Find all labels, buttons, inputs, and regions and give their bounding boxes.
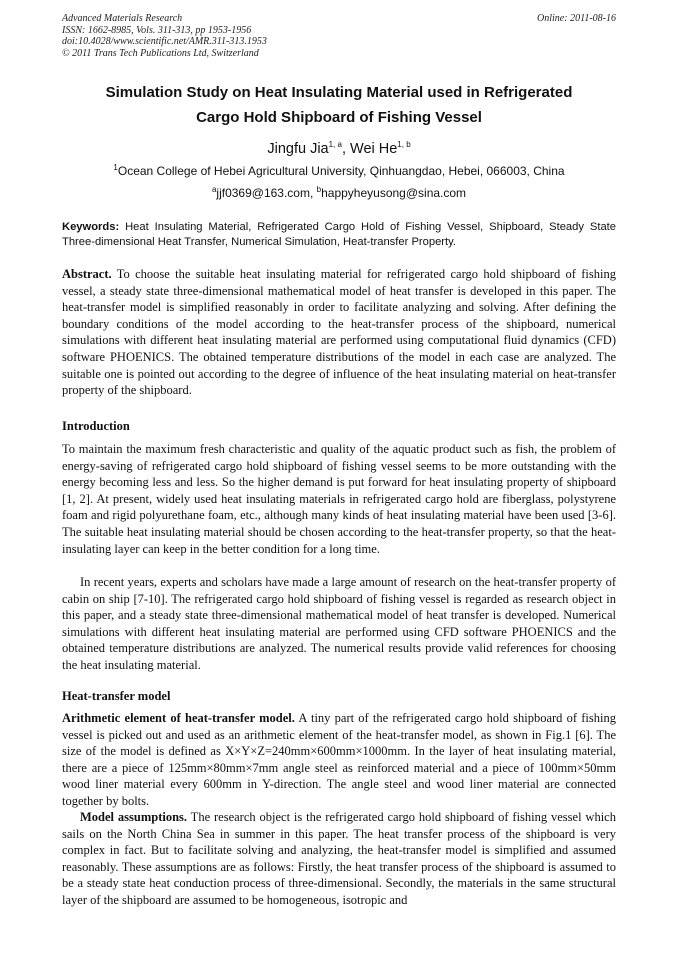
author-name: Jingfu Jia — [267, 141, 329, 157]
affiliation — [62, 163, 616, 179]
title-line-2: Cargo Hold Shipboard of Fishing Vessel — [196, 109, 482, 126]
journal-issn: ISSN: 1662-8985, Vols. 311-313, pp 1953-1956 — [62, 24, 252, 36]
author-emails — [62, 185, 616, 201]
online-date: Online: 2011-08-16 — [537, 13, 616, 24]
keywords-text: Heat Insulating Material, Refrigerated Cargo Hold of Fishing Vessel, Shipboard, Steady State Three-dimensional Heat Transfer, Numerical Simulation, Heat-transfer Property. — [62, 221, 616, 248]
email-marker: b — [316, 185, 322, 194]
email-address[interactable]: jjf0369@163.com — [216, 186, 310, 200]
section-heading-heat-transfer-model: Heat-transfer model — [62, 689, 171, 703]
journal-doi: doi:10.4028/www.scientific.net/AMR.311-313.1953 — [62, 36, 267, 47]
heat-transfer-paragraph-1 — [62, 710, 616, 810]
title-line-1: Simulation Study on Heat Insulating Material used in Refrigerated — [105, 84, 573, 101]
journal-copyright: © 2011 Trans Tech Publications Ltd, Switzerland — [62, 47, 259, 59]
abstract-label: Abstract. — [62, 267, 112, 281]
keywords — [62, 220, 616, 249]
author-affiliation-marker: 1, a — [328, 140, 342, 150]
introduction-paragraph-2: In recent years, experts and scholars have made a large amount of research on the heat-transfer property of cabin on ship [7-10]. The refrigerated cargo hold shipboard of fishing vessel is regarded as research object in this paper, and a steady state three-dimensional mathematical model of heat transfer is developed. Numerical simulations with different heat insulating material are performed using CFD software PHOENICS and the obtained temperature distributions are analyzed. The numerical results provide valid references for choosing the heat insulating material. — [62, 575, 616, 672]
journal-name: Advanced Materials Research — [62, 13, 183, 24]
heat-transfer-paragraph-2 — [62, 809, 616, 909]
affiliation-marker: 1 — [113, 163, 118, 172]
author-name: Wei He — [350, 141, 398, 157]
paragraph-run-in-heading: Model assumptions. — [80, 810, 188, 824]
author-list — [62, 140, 616, 158]
paragraph-text: A tiny part of the refrigerated cargo hold shipboard of fishing vessel is picked out and used as an arithmetic element of the heat-transfer model, as shown in Fig.1 [6]. The size of the model is defined as X×Y×Z=240mm×600mm×1000mm. In the layer of heat insulating material, there are a piece of 125mm×80mm×7mm angle steel as reinforced material and a piece of 100mm×50mm wood liner material every 600mm in Y-direction. The angle steel and wood liner material are connected together by bolts. — [62, 711, 616, 808]
paragraph-text: The research object is the refrigerated cargo hold shipboard of fishing vessel which sails on the North China Sea in summer in this paper. The heat transfer process of the shipboard is very complex in fact. But to facilitate solving and analyzing, the heat-transfer model is simplified and assumed reasonably. These assumptions are as follows: Firstly, the heat transfer process of the shipboard is assumed to be a steady state heat conduction process of three-dimensional. Secondly, the materials in the same structural layer of the shipboard are assumed to be homogeneous, isotropic and — [62, 810, 616, 907]
abstract-text: To choose the suitable heat insulating material for refrigerated cargo hold shipboard of fishing vessel, a steady state three-dimensional mathematical model of heat transfer is developed in this paper. The heat-transfer model is simplified reasonably in order to facilitate analyzing and solving. After defining the boundary conditions of the model according to the heat-transfer process of the shipboard, numerical simulations with different heat insulating material are performed using computational fluid dynamics (CFD) software PHOENICS. The obtained temperature distributions of the model in each case are analyzed. The suitable one is pointed out according to the degree of influence of the heat insulating material on heat-transfer property of the shipboard. — [62, 267, 616, 398]
affiliation-text: Ocean College of Hebei Agricultural University, Qinhuangdao, Hebei, 066003, China — [117, 164, 565, 178]
introduction-paragraph-1: To maintain the maximum fresh characteristic and quality of the aquatic product such as fish, the problem of energy-saving of refrigerated cargo hold shipboard of fishing vessel seems to be more outstanding with the energy becoming less and less. So the higher demand is put forward for heat insulating property of shipboard [1, 2]. At present, widely used heat insulating materials in refrigerated cargo hold are fiberglass, polystyrene foam and rigid polyurethane foam, etc., although many kinds of heat insulating material have been used [3-6]. The suitable heat insulating material should be chosen according to the heat-transfer property, so that the heat-insulating layer can keep in the better condition for a long time. — [62, 442, 616, 556]
paragraph-run-in-heading: Arithmetic element of heat-transfer model. — [62, 711, 295, 725]
email-address[interactable]: happyheyusong@sina.com — [321, 186, 467, 200]
email-separator: , — [309, 186, 317, 200]
author-affiliation-marker: 1, b — [397, 140, 411, 150]
abstract — [62, 266, 616, 399]
keywords-label: Keywords: — [62, 221, 120, 233]
section-heading-introduction: Introduction — [62, 419, 130, 433]
author-separator: , — [341, 141, 351, 157]
journal-header — [62, 13, 616, 59]
email-marker: a — [211, 185, 217, 194]
paper-title — [62, 80, 616, 130]
